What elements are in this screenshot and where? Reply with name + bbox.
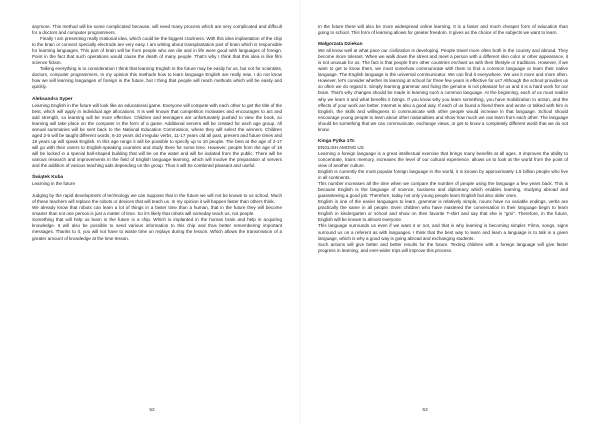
- paragraph: We already know that robots can learn a lot of things in a faster time than a human, that in the future they will become smarter than not one person is just a matter of time. So it's likely that robots will someday teach us, not people.: [32, 205, 282, 217]
- paragraph: English is currently the most popular foreign language in the world, it is known by approximately 1.5 billion people who live in all continents.: [318, 169, 568, 181]
- paragraph: This number increases all the time when we compare the number of people using the language a few years back. This is because English is the language of science, business and diplomacy which enables learning, studying abroad and guaranteeing a good job. Therefore, today not only young people learn English but also older ones.: [318, 181, 568, 199]
- right-page: [318, 24, 568, 406]
- paragraph: Such actions will give better and better results for the future. Texting children with a foreign language will give faster progress in learning, and ever-wider trips will improve this process.: [318, 241, 568, 253]
- paragraph: We all know well at what pace our civilization is developing. People travel more often both in the country and abroad. They become more tolerant. When we walk down the street and meet a person with a different skin color or other appearance, it is not unusual for us. The fact is that people from other countries enchant us with their lifestyle or traditions. However, if we want to get to know them, we must somehow communicate with them to find a common language or learn their native language. The English language is the universal communicator. We can find it everywhere. We use it more and more often. However, let's consider whether its learning at school for three few years is effective for us? Although the school provides us so often we do regard it. Simply learning grammar and fixing the genuine is not pleasant for us and it is a hard work for our brain. That's why changes should be made in learning such a common language. At the beginning, each of us must realize why we learn it and what benefits it brings. If you know why you learn something, you have mobilization to action, and the effects of your work are better. Internet is also a good way. If each of us found a friend there and wrote or talked with him in English, the skills and willingness to communicate with other people would increase in that language. School should encourage young people to learn about other nationalities and show how much we can learn from each other. The language should be something that we can communicate, exchange views, or get to know a completely different world that we do not know.: [318, 48, 568, 132]
- author-heading: Małgorzata Dziekan: [318, 42, 363, 48]
- left-page: [32, 24, 282, 406]
- author-heading: Świątek Kuba: [32, 175, 64, 181]
- paragraph: Finally I am presenting really irrational idea, which could be the biggest craziness. With this idea implantation of the chip to the brain or connect specially electrode are very easy. I am writing about transplantation part of brain which is responsible for learning languages. This part of brain will be from people who are die and in life were good with languages of foreign. Point in the fact that such operations would cause the death of many people. That's why I think that this idea is like film science fiction.: [32, 36, 282, 66]
- paragraph: Judging by the rapid development of technology we can suppose that in the future we will not be known to us school. Much of these teachers will replace the robots or devices that will teach us. In my opinion it will happen faster than others think.: [32, 193, 282, 205]
- essay-subtitle: ENGLISH AMONG US: [318, 144, 364, 150]
- paragraph: This language surrounds us even if we want it or not, and that is why learning is becoming simpler. Films, songs, signs surround us on a referent as with languages. I think that the best way to learn and learn a language is to talk in a given language, which is why a good way is going abroad and exchanging students.: [318, 223, 568, 241]
- page-number: 53: [422, 408, 428, 413]
- page-number: 52: [149, 408, 155, 413]
- author-heading: Kinga Pytka 1Tc: [318, 138, 355, 144]
- paragraph: Something that will help us learn in the future is a chip. Which is implanted in the human brain and help in acquiring knowledge. It will also be possible to send various information to this chip and thus better remembering important messages. Thanks to it, you will not have to waste time on replays during the lesson. Which allows the transmission of a greater amount of knowledge at the time lesson.: [32, 217, 282, 241]
- paragraph: anymore. This method will be some complicated because, will need many process which are very complicated and difficult for a doctors and computer programmers.: [32, 24, 282, 36]
- paragraph: In the future there will also be more widespread online learning. It is a faster and much cheaper form of education than going to school. This form of learning allows for greater freedom. It gives us the choice of the subjects we want to learn.: [318, 24, 568, 36]
- page-fold: [299, 0, 301, 424]
- paragraph: Learning a foreign language is a great intellectual exercise that brings many benefits at all ages. It improves the ability to concentrate, trains memory, increases the level of our cultural experience, allows us to look at the world from the point of view of another culture.: [318, 150, 568, 168]
- paragraph: Talking everything in to consideration I think that learning English in the future may be easily for us, but not for scientists, doctors, computer programmers. In my opinion this methods how to learn language English are really new. I do not know how we will learning languages of foreign in the future, but I thing that people will reach methods which will be easily and quickly.: [32, 66, 282, 90]
- essay-subtitle: Learning in the future: [32, 181, 75, 187]
- author-heading: Aleksandra Syper: [32, 96, 73, 102]
- paragraph: Learning English in the future will look like an educational game. Everyone will compete with each other to get the title of the best, which will apply in individual age allocations. It is well known that competition motivates and encourages to act and add strength, so learning will be more effective. Children and teenagers are unfortunately pushed to view the book, so learning will take place on the computer in the form of a game. Additional servers will be created for each age group. All annual summaries will be sent back to the National Education Commission, where they will select the winners. Children aged 2-5 will be taught different words, 6-10 years old irregular verbs, 11-17 years old all past, present and future times and 18 years up will speak English. In this age range it will be possible to specify up to 10 people. The best at the age of 2-17 will go with their carers to English-speaking countries and study there for some time. However, people from the age of 18 will be locked in a special ball-shaped building that will be on the water and will be isolated from the public. There will be various research and improvements in the field of English language learning, which will involve the preparation of servers and the addition of various teaching aids depending on the group. Thus it will be combined pleasant and useful.: [32, 102, 282, 169]
- paragraph: English is one of the easier languages to learn, grammar is relatively simple, nouns have no variable endings, verbs are practically the same in all people. Even children who have mastered the conversation in their language begin to learn English in kindergarten or school and show on their favorite T-shirt and say that she is "gmi". Therefore, in the future, English will be known to almost everyone.: [318, 199, 568, 223]
